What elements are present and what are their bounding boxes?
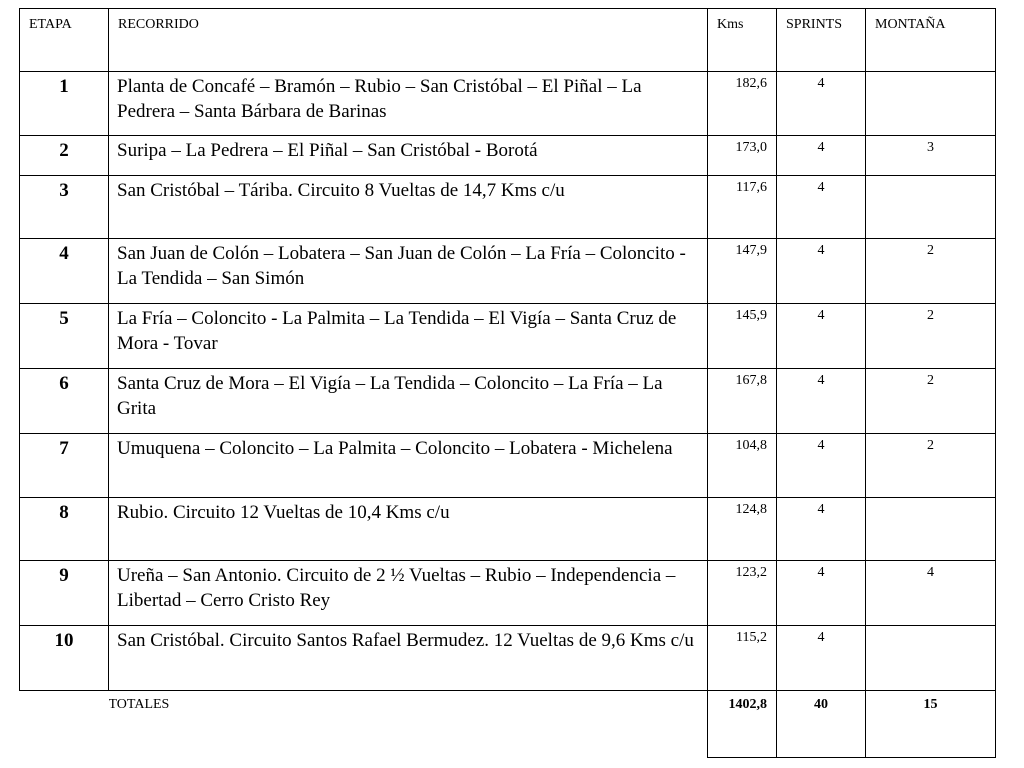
header-sprints: SPRINTS [777,9,866,72]
header-row [20,9,996,72]
recorrido-cell: Santa Cruz de Mora – El Vigía – La Tendida – Coloncito – La Fría – La Grita [109,369,708,434]
table-row [20,304,996,369]
kms-cell: 182,6 [708,72,777,136]
totals-sprints: 40 [777,691,866,758]
table-row [20,72,996,136]
sprints-cell: 4 [777,434,866,498]
montana-cell: 2 [866,239,996,304]
kms-cell: 167,8 [708,369,777,434]
etapa-cell: 10 [20,626,109,691]
sprints-cell: 4 [777,369,866,434]
recorrido-cell: Umuquena – Coloncito – La Palmita – Coloncito – Lobatera - Michelena [109,434,708,498]
kms-cell: 123,2 [708,561,777,626]
table-row [20,498,996,561]
montana-cell: 2 [866,304,996,369]
montana-cell [866,72,996,136]
table-row [20,176,996,239]
etapa-cell: 6 [20,369,109,434]
kms-cell: 124,8 [708,498,777,561]
montana-cell: 4 [866,561,996,626]
table-row [20,239,996,304]
totals-kms: 1402,8 [708,691,777,758]
header-etapa: ETAPA [20,9,109,72]
recorrido-cell: Suripa – La Pedrera – El Piñal – San Cristóbal - Borotá [109,136,708,176]
kms-cell: 117,6 [708,176,777,239]
etapa-cell: 8 [20,498,109,561]
montana-cell [866,626,996,691]
recorrido-cell: Planta de Concafé – Bramón – Rubio – San Cristóbal – El Piñal – La Pedrera – Santa Bárbara de Barinas [109,72,708,136]
totals-label: TOTALES [109,691,708,758]
sprints-cell: 4 [777,304,866,369]
table-row [20,561,996,626]
table-row [20,369,996,434]
recorrido-cell: San Juan de Colón – Lobatera – San Juan de Colón – La Fría – Coloncito - La Tendida – San Simón [109,239,708,304]
table-row [20,136,996,176]
montana-cell [866,498,996,561]
recorrido-cell: San Cristóbal. Circuito Santos Rafael Bermudez. 12 Vueltas de 9,6 Kms c/u [109,626,708,691]
kms-cell: 147,9 [708,239,777,304]
sprints-cell: 4 [777,626,866,691]
recorrido-cell: San Cristóbal – Táriba. Circuito 8 Vueltas de 14,7 Kms c/u [109,176,708,239]
sprints-cell: 4 [777,498,866,561]
table-row [20,626,996,691]
etapa-cell: 2 [20,136,109,176]
stages-table [19,8,996,758]
header-montana: MONTAÑA [866,9,996,72]
header-kms: Kms [708,9,777,72]
recorrido-cell: La Fría – Coloncito - La Palmita – La Tendida – El Vigía – Santa Cruz de Mora - Tovar [109,304,708,369]
totals-montana: 15 [866,691,996,758]
sprints-cell: 4 [777,239,866,304]
totals-row [20,691,996,758]
sprints-cell: 4 [777,72,866,136]
montana-cell: 2 [866,434,996,498]
etapa-cell: 7 [20,434,109,498]
etapa-cell: 4 [20,239,109,304]
kms-cell: 115,2 [708,626,777,691]
etapa-cell: 1 [20,72,109,136]
totals-spacer [20,691,109,758]
sprints-cell: 4 [777,136,866,176]
header-recorrido: RECORRIDO [109,9,708,72]
montana-cell [866,176,996,239]
kms-cell: 173,0 [708,136,777,176]
sprints-cell: 4 [777,561,866,626]
table-row [20,434,996,498]
etapa-cell: 9 [20,561,109,626]
kms-cell: 145,9 [708,304,777,369]
etapa-cell: 3 [20,176,109,239]
montana-cell: 3 [866,136,996,176]
recorrido-cell: Ureña – San Antonio. Circuito de 2 ½ Vueltas – Rubio – Independencia – Libertad – Cerro Cristo Rey [109,561,708,626]
montana-cell: 2 [866,369,996,434]
etapa-cell: 5 [20,304,109,369]
sprints-cell: 4 [777,176,866,239]
kms-cell: 104,8 [708,434,777,498]
recorrido-cell: Rubio. Circuito 12 Vueltas de 10,4 Kms c/u [109,498,708,561]
